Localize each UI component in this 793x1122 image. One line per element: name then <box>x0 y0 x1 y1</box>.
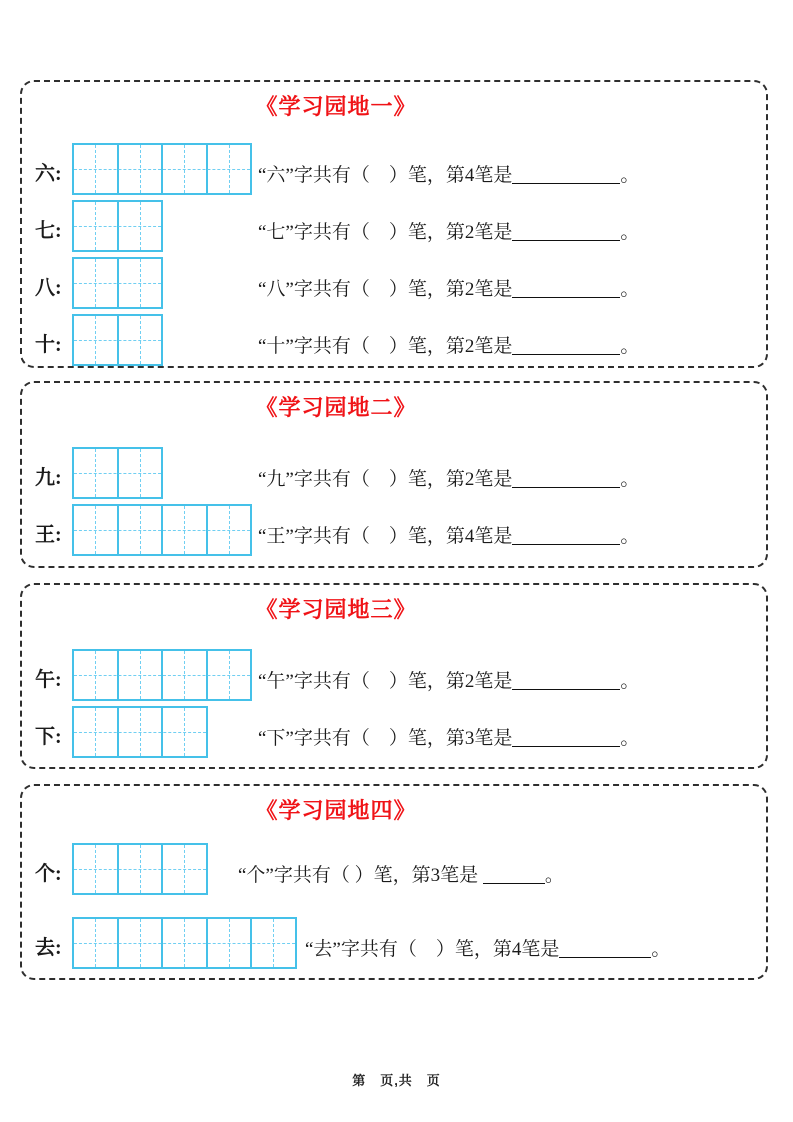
section-rows <box>22 143 766 366</box>
tian-cell[interactable] <box>74 259 119 307</box>
question-period: 。 <box>620 279 640 300</box>
section-title: 《学习园地一》 <box>255 94 417 119</box>
section-rows <box>22 447 766 556</box>
tian-cell[interactable] <box>208 651 251 699</box>
answer-blank[interactable] <box>483 877 545 884</box>
answer-blank[interactable] <box>512 177 620 184</box>
answer-blank[interactable] <box>512 481 620 488</box>
worksheet-section-4 <box>20 784 768 980</box>
question-period: 。 <box>544 865 564 886</box>
writing-grid[interactable] <box>72 257 163 309</box>
question-period: 。 <box>620 728 640 749</box>
grid-area <box>72 200 258 252</box>
question-prefix: “八”字共有（ ）笔，第2笔是 <box>258 279 513 300</box>
tian-cell[interactable] <box>119 919 164 967</box>
question-period: 。 <box>620 222 640 243</box>
question-text <box>258 331 639 366</box>
tian-cell[interactable] <box>252 919 295 967</box>
section-title: 《学习园地二》 <box>255 395 417 420</box>
question-text <box>258 464 639 499</box>
question-text <box>238 860 564 895</box>
tian-cell[interactable] <box>119 202 162 250</box>
grid-area <box>72 843 238 895</box>
grid-area <box>72 504 258 556</box>
practice-row <box>35 200 766 252</box>
question-period: 。 <box>651 939 671 960</box>
tian-cell[interactable] <box>74 449 119 497</box>
character-label: 八: <box>35 277 62 299</box>
practice-row <box>35 649 766 701</box>
grid-area <box>72 649 258 701</box>
tian-cell[interactable] <box>119 506 164 554</box>
tian-cell[interactable] <box>163 708 206 756</box>
tian-cell[interactable] <box>163 145 208 193</box>
answer-blank[interactable] <box>559 951 651 958</box>
question-prefix: “九”字共有（ ）笔，第2笔是 <box>258 469 513 490</box>
question-prefix: “个”字共有（ ）笔，第3笔是 <box>238 865 483 886</box>
section-rows <box>22 649 766 758</box>
question-text <box>305 934 670 969</box>
tian-cell[interactable] <box>163 845 206 893</box>
practice-row <box>35 504 766 556</box>
grid-area <box>72 257 258 309</box>
question-prefix: “去”字共有（ ）笔，第4笔是 <box>305 939 560 960</box>
grid-area <box>72 706 258 758</box>
writing-grid[interactable] <box>72 649 252 701</box>
grid-area <box>72 143 258 195</box>
question-prefix: “七”字共有（ ）笔，第2笔是 <box>258 222 513 243</box>
question-prefix: “十”字共有（ ）笔，第2笔是 <box>258 336 513 357</box>
writing-grid[interactable] <box>72 314 163 366</box>
tian-cell[interactable] <box>119 708 164 756</box>
question-text <box>258 274 639 309</box>
writing-grid[interactable] <box>72 504 252 556</box>
worksheet-section-3 <box>20 583 768 769</box>
section-title: 《学习园地四》 <box>255 798 417 823</box>
tian-cell[interactable] <box>119 316 162 364</box>
question-period: 。 <box>620 526 640 547</box>
answer-blank[interactable] <box>512 538 620 545</box>
tian-cell[interactable] <box>163 919 208 967</box>
tian-cell[interactable] <box>74 651 119 699</box>
practice-row <box>35 917 766 969</box>
worksheet-section-2 <box>20 381 768 568</box>
writing-grid[interactable] <box>72 917 297 969</box>
writing-grid[interactable] <box>72 843 208 895</box>
answer-blank[interactable] <box>512 683 620 690</box>
answer-blank[interactable] <box>512 234 620 241</box>
character-label: 去: <box>35 937 62 959</box>
tian-cell[interactable] <box>119 145 164 193</box>
tian-cell[interactable] <box>74 316 119 364</box>
question-prefix: “下”字共有（ ）笔，第3笔是 <box>258 728 513 749</box>
character-label: 个: <box>35 863 62 885</box>
page-footer: 第 页,共 页 <box>352 1073 441 1088</box>
character-label: 午: <box>35 669 62 691</box>
answer-blank[interactable] <box>512 348 620 355</box>
tian-cell[interactable] <box>74 202 119 250</box>
tian-cell[interactable] <box>74 145 119 193</box>
answer-blank[interactable] <box>512 740 620 747</box>
question-period: 。 <box>620 671 640 692</box>
tian-cell[interactable] <box>208 919 253 967</box>
tian-cell[interactable] <box>208 506 251 554</box>
question-text <box>258 666 639 701</box>
practice-row <box>35 257 766 309</box>
writing-grid[interactable] <box>72 447 163 499</box>
section-rows <box>22 843 766 969</box>
character-label: 下: <box>35 726 62 748</box>
tian-cell[interactable] <box>163 506 208 554</box>
tian-cell[interactable] <box>74 919 119 967</box>
tian-cell[interactable] <box>119 449 162 497</box>
character-label: 九: <box>35 467 62 489</box>
practice-row <box>35 143 766 195</box>
worksheet-section-1 <box>20 80 768 368</box>
tian-cell[interactable] <box>119 845 164 893</box>
tian-cell[interactable] <box>74 708 119 756</box>
question-text <box>258 723 639 758</box>
question-period: 。 <box>620 165 640 186</box>
writing-grid[interactable] <box>72 706 208 758</box>
grid-area <box>72 314 258 366</box>
question-period: 。 <box>620 469 640 490</box>
practice-row <box>35 447 766 499</box>
question-prefix: “六”字共有（ ）笔，第4笔是 <box>258 165 513 186</box>
writing-grid[interactable] <box>72 200 163 252</box>
practice-row <box>35 843 766 895</box>
tian-cell[interactable] <box>208 145 251 193</box>
question-period: 。 <box>620 336 640 357</box>
practice-row <box>35 706 766 758</box>
tian-cell[interactable] <box>119 651 164 699</box>
tian-cell[interactable] <box>119 259 162 307</box>
tian-cell[interactable] <box>74 845 119 893</box>
question-text <box>258 521 639 556</box>
question-text <box>258 217 639 252</box>
grid-area <box>72 917 305 969</box>
answer-blank[interactable] <box>512 291 620 298</box>
writing-grid[interactable] <box>72 143 252 195</box>
character-label: 十: <box>35 334 62 356</box>
practice-row <box>35 314 766 366</box>
question-text <box>258 160 639 195</box>
character-label: 七: <box>35 220 62 242</box>
tian-cell[interactable] <box>163 651 208 699</box>
question-prefix: “午”字共有（ ）笔，第2笔是 <box>258 671 513 692</box>
tian-cell[interactable] <box>74 506 119 554</box>
character-label: 王: <box>35 524 62 546</box>
section-title: 《学习园地三》 <box>255 597 417 622</box>
grid-area <box>72 447 258 499</box>
question-prefix: “王”字共有（ ）笔，第4笔是 <box>258 526 513 547</box>
character-label: 六: <box>35 163 62 185</box>
